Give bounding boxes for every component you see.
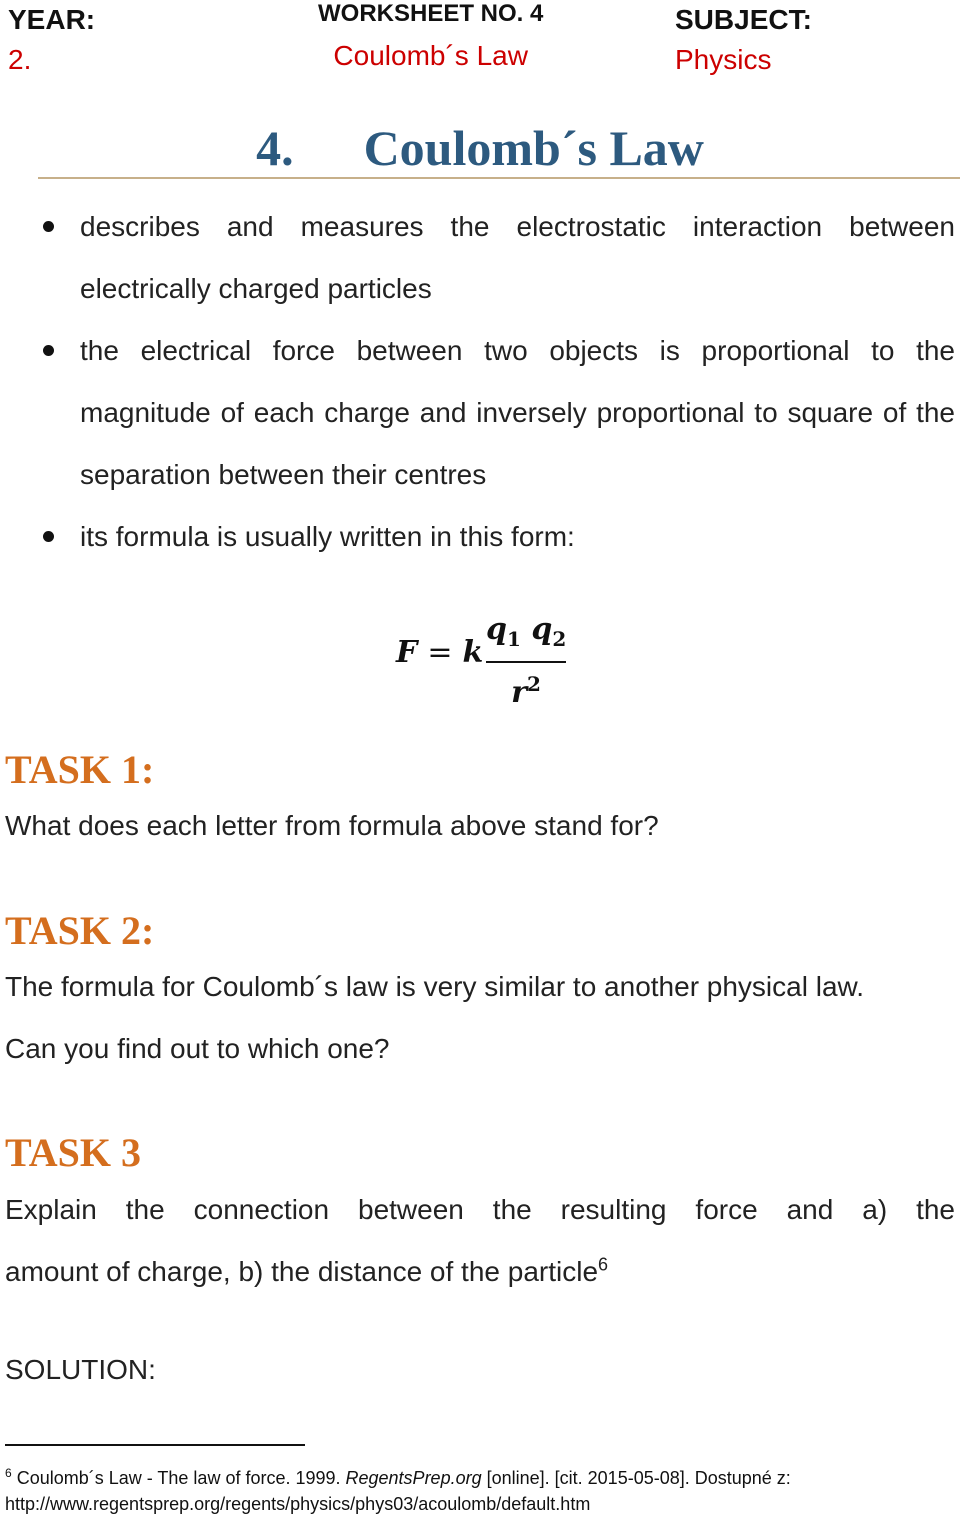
year-field [8, 0, 95, 80]
formula-numerator: $q_1$ $q_2$ [486, 612, 567, 651]
footnote-url[interactable]: http://www.regentsprep.org/regents/physics/phys03/acoulomb/default.htm [5, 1494, 591, 1514]
year-label: YEAR: [8, 4, 96, 35]
footnote-ref[interactable]: 6 [598, 1254, 609, 1275]
fraction-bar [486, 661, 566, 663]
formula-constant: k [462, 635, 484, 670]
year-value: 2. [8, 44, 32, 75]
bullet-item: describes and measures the electrostatic interaction between electrically charged particles [0, 196, 960, 320]
task-1-heading: TASK 1: [5, 747, 155, 792]
task-3-text [5, 1179, 955, 1303]
footnote-divider [5, 1444, 305, 1446]
footnote-line-1: $^6$ Coulomb´s Law - The law of force. 1999. RegentsPrep.org [online]. [cit. 2015-05-08]. Dostupné z: [5, 1466, 791, 1488]
worksheet-label: WORKSHEET NO. 4 [318, 0, 544, 27]
footnote [5, 1460, 960, 1517]
task-2-line-1: The formula for Coulomb´s law is very similar to another physical law. [5, 971, 864, 1002]
formula-equals: = [427, 635, 453, 670]
worksheet-value: Coulomb´s Law [333, 40, 528, 71]
bullet-item: the electrical force between two objects is proportional to the magnitude of each charge and inversely proportional to square of the separation between their centres [0, 320, 960, 506]
task-1-text: What does each letter from formula above stand for? [5, 810, 659, 841]
task-2-line-2: Can you find out to which one? [5, 1033, 390, 1064]
title-divider [38, 177, 960, 179]
formula-denominator: $r^2$ [511, 672, 541, 710]
bullet-item: its formula is usually written in this form: [0, 506, 960, 568]
task-2-heading: TASK 2: [5, 908, 155, 953]
subject-label: SUBJECT: [675, 4, 812, 35]
formula-lhs [396, 635, 483, 670]
task-3-line-2: amount of charge, b) the distance of the particle$^6$ [5, 1254, 609, 1287]
worksheet-field [318, 0, 543, 80]
footnote-source: RegentsPrep.org [345, 1468, 482, 1488]
formula-force: F [396, 635, 418, 670]
task-3-heading: TASK 3 [5, 1130, 141, 1175]
bullet-list [0, 196, 960, 568]
title-number: 4. [256, 120, 294, 176]
page-title [0, 118, 960, 178]
formula-fraction [486, 610, 566, 712]
subject-field [675, 0, 812, 80]
task-2-text [5, 956, 955, 1080]
title-text: Coulomb´s Law [363, 120, 704, 176]
task-3-line-1: Explain the connection between the resulting force and a) the [5, 1194, 955, 1225]
solution-label: SOLUTION: [5, 1354, 156, 1385]
footnote-number: 6 [5, 1466, 12, 1480]
subject-value: Physics [675, 44, 772, 75]
